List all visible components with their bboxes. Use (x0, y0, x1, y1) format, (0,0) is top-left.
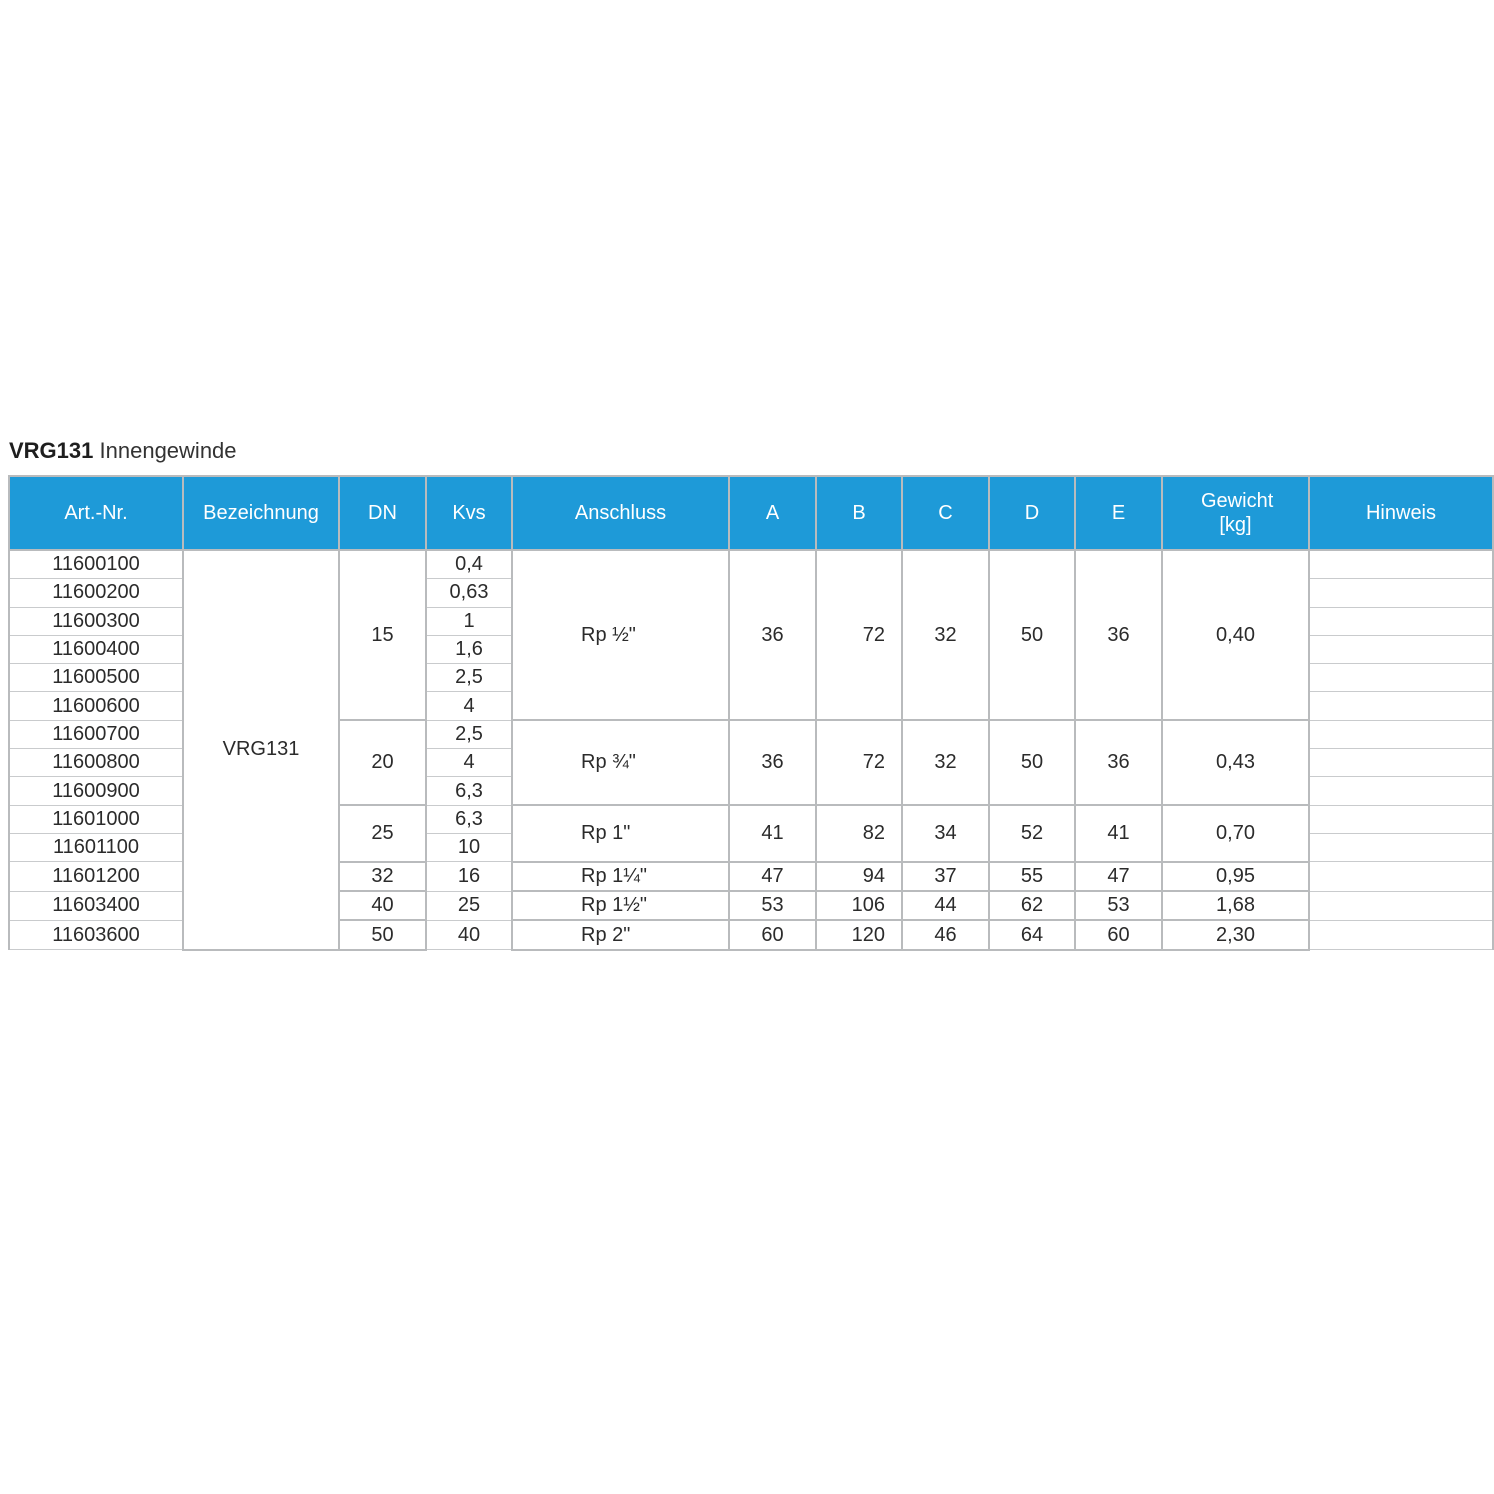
header-bezeichnung: Bezeichnung (183, 476, 339, 550)
cell-kvs: 2,5 (426, 664, 512, 692)
cell-art-nr: 11600100 (9, 550, 183, 579)
cell-hinweis (1309, 664, 1493, 692)
cell-anschluss: Rp ½" (512, 550, 729, 720)
cell-art-nr: 11600400 (9, 635, 183, 663)
cell-gewicht: 0,70 (1162, 805, 1309, 862)
cell-art-nr: 11601100 (9, 833, 183, 861)
cell-dn: 50 (339, 920, 426, 949)
cell-c: 46 (902, 920, 989, 949)
cell-art-nr: 11600200 (9, 579, 183, 607)
cell-a: 47 (729, 862, 816, 891)
cell-kvs: 0,63 (426, 579, 512, 607)
cell-gewicht: 1,68 (1162, 891, 1309, 920)
cell-anschluss: Rp 2" (512, 920, 729, 949)
cell-kvs: 6,3 (426, 777, 512, 805)
cell-b: 72 (816, 550, 902, 720)
cell-art-nr: 11600700 (9, 720, 183, 748)
header-c: C (902, 476, 989, 550)
cell-gewicht: 2,30 (1162, 920, 1309, 949)
cell-hinweis (1309, 550, 1493, 579)
cell-art-nr: 11601200 (9, 862, 183, 891)
cell-hinweis (1309, 777, 1493, 805)
cell-dn: 40 (339, 891, 426, 920)
cell-d: 50 (989, 720, 1075, 805)
cell-anschluss: Rp ¾" (512, 720, 729, 805)
cell-dn: 32 (339, 862, 426, 891)
cell-art-nr: 11600800 (9, 749, 183, 777)
cell-art-nr: 11603600 (9, 920, 183, 949)
cell-e: 47 (1075, 862, 1162, 891)
header-row (9, 476, 1493, 550)
cell-d: 64 (989, 920, 1075, 949)
cell-b: 106 (816, 891, 902, 920)
cell-d: 62 (989, 891, 1075, 920)
cell-art-nr: 11603400 (9, 891, 183, 920)
cell-bezeichnung: VRG131 (183, 550, 339, 950)
cell-anschluss: Rp 1¼" (512, 862, 729, 891)
cell-art-nr: 11600500 (9, 664, 183, 692)
cell-d: 55 (989, 862, 1075, 891)
cell-a: 36 (729, 550, 816, 720)
header-kvs: Kvs (426, 476, 512, 550)
header-d: D (989, 476, 1075, 550)
cell-e: 36 (1075, 720, 1162, 805)
cell-kvs: 16 (426, 862, 512, 891)
cell-art-nr: 11600300 (9, 607, 183, 635)
header-a: A (729, 476, 816, 550)
cell-gewicht: 0,40 (1162, 550, 1309, 720)
cell-kvs: 0,4 (426, 550, 512, 579)
cell-a: 36 (729, 720, 816, 805)
cell-hinweis (1309, 692, 1493, 720)
cell-c: 37 (902, 862, 989, 891)
cell-gewicht: 0,95 (1162, 862, 1309, 891)
cell-d: 50 (989, 550, 1075, 720)
title-subtitle: Innengewinde (99, 438, 237, 463)
cell-hinweis (1309, 862, 1493, 891)
cell-kvs: 4 (426, 692, 512, 720)
header-anschluss: Anschluss (512, 476, 729, 550)
title-model: VRG131 (9, 438, 94, 463)
cell-kvs: 25 (426, 891, 512, 920)
cell-hinweis (1309, 833, 1493, 861)
cell-anschluss: Rp 1" (512, 805, 729, 862)
cell-hinweis (1309, 920, 1493, 949)
cell-kvs: 10 (426, 833, 512, 861)
cell-c: 44 (902, 891, 989, 920)
cell-a: 60 (729, 920, 816, 949)
cell-anschluss: Rp 1½" (512, 891, 729, 920)
cell-hinweis (1309, 635, 1493, 663)
header-e: E (1075, 476, 1162, 550)
header-gewicht: Gewicht [kg] (1162, 476, 1309, 550)
cell-kvs: 1,6 (426, 635, 512, 663)
cell-b: 94 (816, 862, 902, 891)
cell-d: 52 (989, 805, 1075, 862)
spec-table (8, 475, 1494, 951)
cell-hinweis (1309, 607, 1493, 635)
cell-hinweis (1309, 720, 1493, 748)
cell-dn: 15 (339, 550, 426, 720)
cell-a: 41 (729, 805, 816, 862)
cell-kvs: 6,3 (426, 805, 512, 833)
header-b: B (816, 476, 902, 550)
cell-hinweis (1309, 749, 1493, 777)
cell-a: 53 (729, 891, 816, 920)
table-row (9, 550, 1493, 579)
cell-e: 36 (1075, 550, 1162, 720)
cell-c: 32 (902, 550, 989, 720)
header-dn: DN (339, 476, 426, 550)
cell-hinweis (1309, 805, 1493, 833)
cell-e: 41 (1075, 805, 1162, 862)
cell-art-nr: 11601000 (9, 805, 183, 833)
table-title (9, 436, 237, 466)
cell-b: 72 (816, 720, 902, 805)
cell-art-nr: 11600600 (9, 692, 183, 720)
cell-hinweis (1309, 579, 1493, 607)
cell-kvs: 4 (426, 749, 512, 777)
cell-gewicht: 0,43 (1162, 720, 1309, 805)
cell-b: 82 (816, 805, 902, 862)
cell-dn: 25 (339, 805, 426, 862)
cell-e: 53 (1075, 891, 1162, 920)
cell-c: 34 (902, 805, 989, 862)
cell-kvs: 1 (426, 607, 512, 635)
cell-c: 32 (902, 720, 989, 805)
header-hinweis: Hinweis (1309, 476, 1493, 550)
cell-e: 60 (1075, 920, 1162, 949)
cell-kvs: 40 (426, 920, 512, 949)
cell-hinweis (1309, 891, 1493, 920)
cell-art-nr: 11600900 (9, 777, 183, 805)
cell-dn: 20 (339, 720, 426, 805)
header-art-nr: Art.-Nr. (9, 476, 183, 550)
cell-kvs: 2,5 (426, 720, 512, 748)
cell-b: 120 (816, 920, 902, 949)
